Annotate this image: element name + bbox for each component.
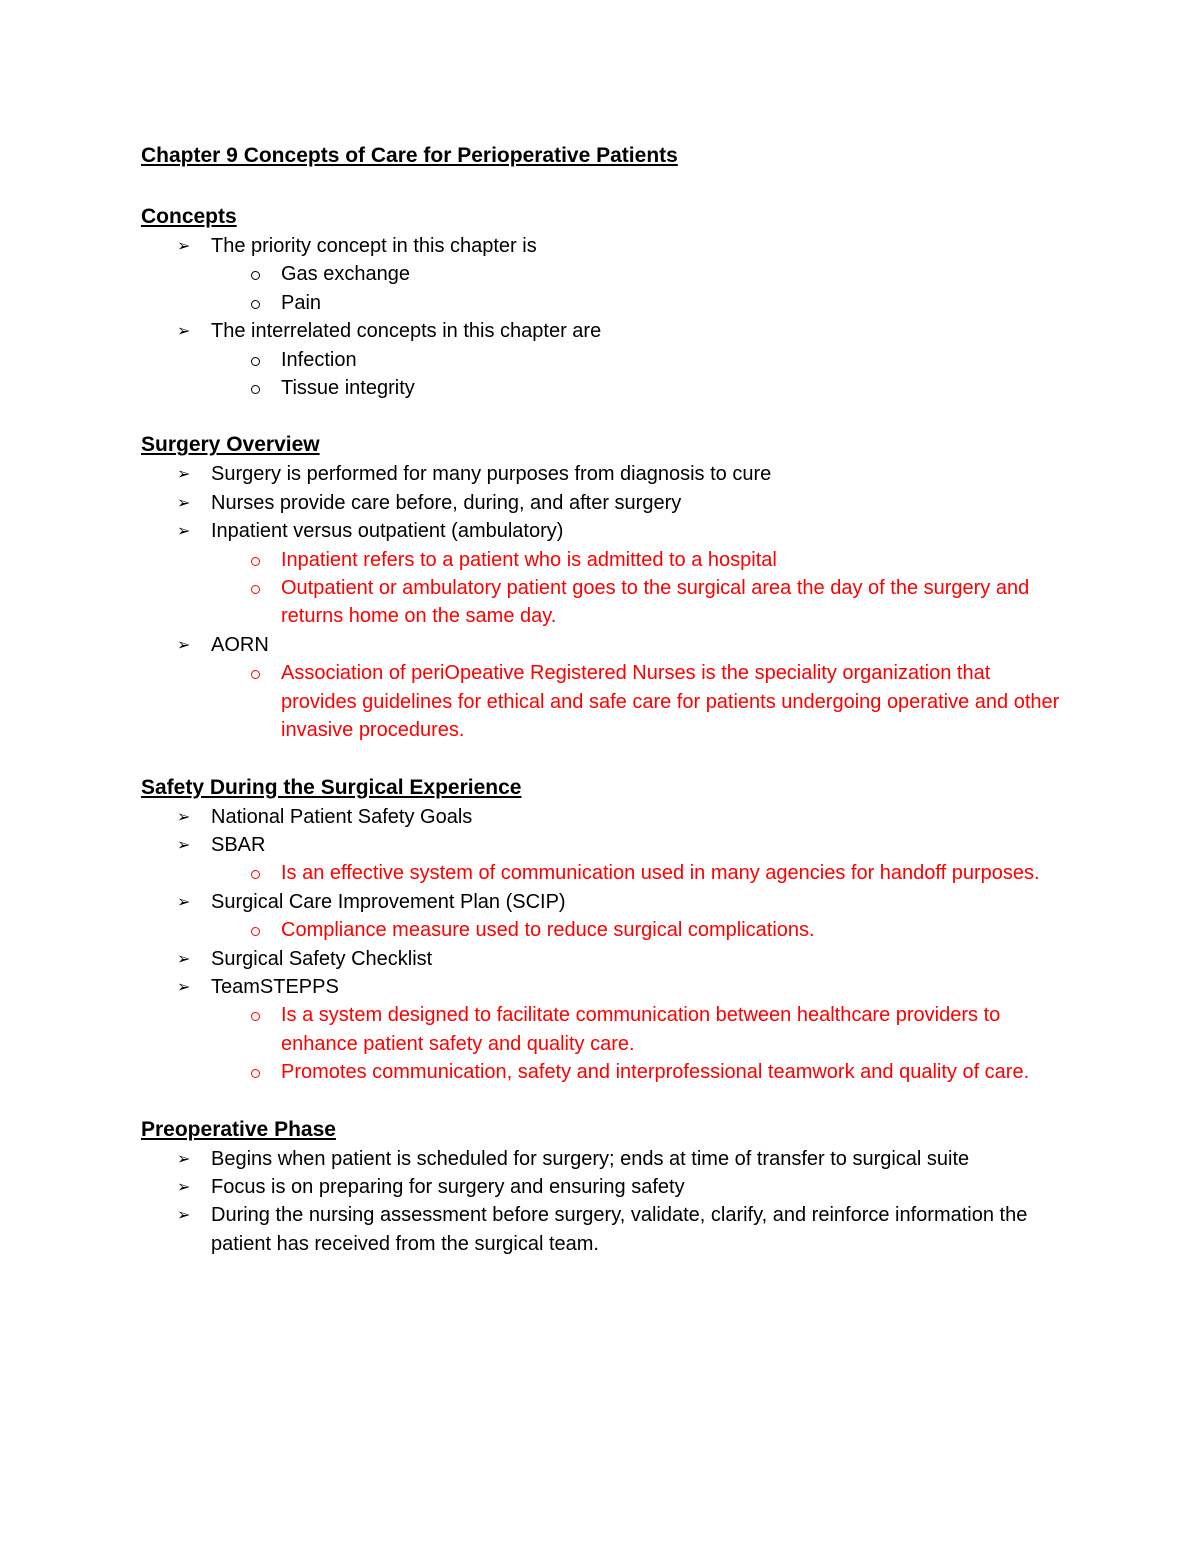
- hollow-circle-bullet-icon: [251, 870, 260, 879]
- hollow-circle-bullet-icon: [251, 385, 260, 394]
- sub-bullet-list: [211, 859, 1071, 887]
- bullet-list: [141, 460, 1071, 744]
- list-item-text: Focus is on preparing for surgery and ensuring safety: [211, 1175, 685, 1198]
- arrowhead-bullet-icon: ➢: [177, 806, 191, 826]
- arrowhead-bullet-icon: ➢: [177, 948, 191, 968]
- arrowhead-bullet-icon: ➢: [177, 236, 191, 255]
- section-safety-during-the-surgical-experience: [141, 773, 1071, 1087]
- arrowhead-bullet-icon: ➢: [177, 1176, 191, 1196]
- arrowhead-bullet-icon: ➢: [177, 1205, 191, 1225]
- list-item-text: Nurses provide care before, during, and after surgery: [211, 491, 682, 514]
- hollow-circle-bullet-icon: [251, 585, 260, 594]
- arrowhead-bullet-icon: ➢: [177, 976, 191, 996]
- sub-bullet-list: [211, 659, 1071, 744]
- sub-bullet-list: [211, 546, 1071, 631]
- list-item: [141, 232, 1071, 317]
- sub-list-item-text: Tissue integrity: [281, 377, 415, 400]
- arrowhead-bullet-icon: ➢: [177, 634, 191, 654]
- section-heading: Concepts: [141, 205, 237, 228]
- sub-list-item-text: Association of periOpeative Registered Nurses is the speciality organization that provides guidelines for ethical and safe care for patients undergoing operative and other invasive procedures.: [281, 662, 1060, 742]
- hollow-circle-bullet-icon: [251, 927, 260, 936]
- sub-list-item: [211, 346, 1071, 374]
- bullet-list: [141, 232, 1071, 402]
- arrowhead-bullet-icon: ➢: [177, 1148, 191, 1168]
- list-item: [141, 1201, 1071, 1258]
- list-item-text: National Patient Safety Goals: [211, 805, 473, 828]
- sub-list-item-text: Is a system designed to facilitate communication between healthcare providers to enhance patient safety and quality care.: [281, 1004, 1001, 1055]
- section-heading: Preoperative Phase: [141, 1117, 336, 1141]
- list-item-text: The interrelated concepts in this chapter are: [211, 320, 602, 343]
- arrowhead-bullet-icon: ➢: [177, 321, 191, 341]
- sub-list-item: [211, 659, 1071, 744]
- sub-bullet-list: [211, 260, 1071, 317]
- arrowhead-bullet-icon: ➢: [177, 464, 191, 484]
- bullet-list: [141, 803, 1071, 1087]
- list-item-text: During the nursing assessment before surgery, validate, clarify, and reinforce information the patient has received from the surgical team.: [211, 1204, 1028, 1255]
- list-item-text: Inpatient versus outpatient (ambulatory): [211, 520, 564, 543]
- list-item: [141, 1173, 1071, 1201]
- list-item-text: TeamSTEPPS: [211, 975, 339, 998]
- sub-list-item-text: Infection: [281, 348, 357, 371]
- arrowhead-bullet-icon: ➢: [177, 521, 191, 541]
- sections-container: [141, 202, 1071, 1258]
- document-page: [141, 140, 1071, 1286]
- list-item: [141, 945, 1071, 973]
- list-item: [141, 317, 1071, 402]
- list-item-text: The priority concept in this chapter is: [211, 235, 537, 257]
- section-surgery-overview: [141, 430, 1071, 744]
- list-item-text: Surgical Safety Checklist: [211, 947, 433, 970]
- sub-list-item-text: Inpatient refers to a patient who is admitted to a hospital: [281, 548, 777, 571]
- list-item: [141, 888, 1071, 945]
- sub-list-item: [211, 859, 1071, 887]
- hollow-circle-bullet-icon: [251, 271, 260, 280]
- sub-list-item-text: Pain: [281, 291, 322, 314]
- section-heading: Safety During the Surgical Experience: [141, 775, 522, 799]
- sub-list-item-text: Compliance measure used to reduce surgical complications.: [281, 919, 815, 942]
- list-item-text: Surgery is performed for many purposes from diagnosis to cure: [211, 463, 772, 486]
- sub-list-item: [211, 546, 1071, 574]
- hollow-circle-bullet-icon: [251, 1012, 260, 1021]
- section-concepts: [141, 202, 1071, 402]
- sub-list-item-text: Promotes communication, safety and interprofessional teamwork and quality of care.: [281, 1061, 1030, 1084]
- list-item: [141, 973, 1071, 1087]
- sub-list-item: [211, 1058, 1071, 1086]
- sub-list-item-text: Gas exchange: [281, 263, 410, 286]
- list-item: [141, 803, 1071, 831]
- list-item: [141, 517, 1071, 631]
- sub-list-item: [211, 374, 1071, 402]
- document-title: Chapter 9 Concepts of Care for Perioperative Patients: [141, 144, 678, 167]
- sub-bullet-list: [211, 1001, 1071, 1086]
- sub-list-item-text: Outpatient or ambulatory patient goes to the surgical area the day of the surgery and returns home on the same day.: [281, 577, 1030, 628]
- hollow-circle-bullet-icon: [251, 357, 260, 366]
- sub-bullet-list: [211, 346, 1071, 403]
- sub-list-item-text: Is an effective system of communication used in many agencies for handoff purposes.: [281, 862, 1040, 885]
- list-item: [141, 631, 1071, 745]
- list-item: [141, 831, 1071, 888]
- sub-bullet-list: [211, 916, 1071, 944]
- sub-list-item: [211, 260, 1071, 288]
- arrowhead-bullet-icon: ➢: [177, 492, 191, 512]
- sub-list-item: [211, 1001, 1071, 1058]
- list-item: [141, 489, 1071, 517]
- hollow-circle-bullet-icon: [251, 1069, 260, 1078]
- list-item: [141, 460, 1071, 488]
- list-item-text: Surgical Care Improvement Plan (SCIP): [211, 890, 566, 913]
- hollow-circle-bullet-icon: [251, 300, 260, 309]
- bullet-list: [141, 1145, 1071, 1259]
- section-preoperative-phase: [141, 1115, 1071, 1259]
- sub-list-item: [211, 916, 1071, 944]
- list-item-text: SBAR: [211, 833, 266, 856]
- sub-list-item: [211, 574, 1071, 631]
- list-item-text: Begins when patient is scheduled for surgery; ends at time of transfer to surgical suite: [211, 1147, 970, 1170]
- hollow-circle-bullet-icon: [251, 557, 260, 566]
- arrowhead-bullet-icon: ➢: [177, 834, 191, 854]
- sub-list-item: [211, 289, 1071, 317]
- list-item-text: AORN: [211, 633, 269, 656]
- arrowhead-bullet-icon: ➢: [177, 891, 191, 911]
- hollow-circle-bullet-icon: [251, 670, 260, 679]
- list-item: [141, 1145, 1071, 1173]
- section-heading: Surgery Overview: [141, 433, 320, 457]
